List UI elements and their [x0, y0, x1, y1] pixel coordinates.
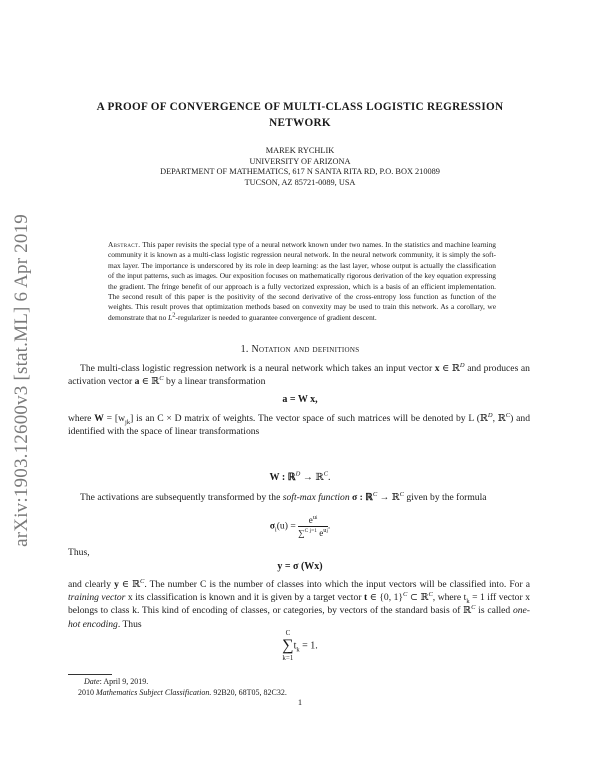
- p1-text-c: by a linear transformation: [163, 376, 266, 388]
- title-line-2: NETWORK: [269, 117, 331, 129]
- p4-text-f: ⊂ ℝ: [407, 592, 429, 604]
- p4-y: y: [114, 579, 119, 590]
- p4-text-d: x its classification is known and it is given by a target vector: [125, 592, 364, 604]
- p2-text-a: where: [68, 413, 95, 424]
- p3-sup-c2: C: [399, 490, 404, 498]
- eq5-rhs: = 1.: [299, 640, 318, 652]
- equation-2: [60, 472, 540, 483]
- p1-sup-c: C: [159, 375, 164, 383]
- eq5-sum-sigma: ∑: [282, 637, 294, 654]
- p2-sup-d: D: [487, 411, 493, 419]
- abstract-text-1: This paper revisits the special type of a neural network known under two names. In the statistics and machine learning community it is known as a multi-class logistic regression neural network. In the neural network community, it is simply the soft-max layer. The importance is underscored by its role in deep learning: as the last layer, whose output is actually the classification of the input patterns, such as images. Our exposition focuses on mathematically rigorous derivation of the key equation expressing the gradient. The fringe benefit of our approach is a fully vectorized expression, which is a basis of an efficient implementation. The second result of this paper is the positivity of the second derivative of the cross-entropy loss function as function of the weights. This result proves that optimization methods based on convexity may be used to train this network. As a corollary, we demonstrate that no: [108, 240, 496, 322]
- p1-sup-d: D: [459, 361, 465, 369]
- eq3-arg: (u) =: [276, 520, 296, 532]
- eq3-den-sum: ∑: [298, 528, 305, 538]
- author-block: [60, 146, 540, 188]
- p4-sup-c: C: [140, 577, 145, 585]
- author-name: MAREK RYCHLIK: [265, 146, 335, 155]
- p4-text-e: ∈ {0, 1}: [367, 592, 404, 604]
- p4-text-b: ∈ ℝ: [118, 579, 141, 590]
- eq3-den-lims: C j=1: [304, 528, 317, 534]
- eq3-sub-i: i: [274, 526, 277, 534]
- title-line-1: A PROOF OF CONVERGENCE OF MULTI-CLASS LOGISTIC REGRESSION: [96, 101, 504, 113]
- p4-onehot: one-hot encoding: [68, 605, 530, 630]
- p4-sup-c2: C: [403, 591, 408, 599]
- p2-sub-jk: jk: [125, 418, 131, 426]
- p2-sup-c: C: [505, 411, 511, 419]
- eq2-sup-d: D: [295, 470, 301, 478]
- page-number: 1: [297, 697, 303, 707]
- abstract-l2: L: [168, 312, 173, 322]
- p4-sup-c3: C: [428, 591, 433, 599]
- p3-text-d: given by the formula: [403, 492, 487, 503]
- eq3-numerator: [298, 515, 328, 527]
- eq3-den-j: j: [326, 529, 328, 534]
- eq3-num-u: u: [312, 514, 316, 521]
- arxiv-identifier: arXiv:1903.12600v3 [stat.ML] 6 Apr 2019: [11, 213, 32, 547]
- p1-in-rd: ∈ ℝ: [439, 363, 460, 374]
- p4-text-i: is called: [475, 605, 513, 617]
- thus-text: Thus,: [68, 547, 90, 558]
- paragraph-2: [68, 412, 530, 438]
- footnote-rule: [68, 674, 112, 675]
- eq3-num-e: e: [308, 515, 313, 525]
- equation-3: [60, 515, 540, 538]
- eq2-sup-c: C: [323, 470, 328, 478]
- arxiv-sidebar: [2, 160, 42, 600]
- msc-label: Mathematics Subject Classification.: [96, 688, 212, 697]
- paragraph-3: [68, 491, 530, 504]
- p1-x: x: [434, 363, 440, 374]
- paper-title: [60, 99, 540, 131]
- eq5-summation: [282, 629, 293, 663]
- p4-sub-k: k: [466, 598, 470, 606]
- abstract-text-2: -regularizer is needed to guarantee convergence of gradient descent.: [175, 312, 377, 322]
- p2-text-e: ) and identified with the space of linear transformations: [68, 413, 530, 438]
- eq3-end: .: [327, 520, 331, 532]
- msc-year: 2010: [78, 688, 96, 697]
- equation-1: a = W x,: [282, 394, 318, 405]
- author-affiliation-2: DEPARTMENT OF MATHEMATICS, 617 N SANTA RITA RD, P.O. BOX 210089: [160, 167, 440, 177]
- equation-5: [60, 629, 540, 663]
- eq3-num-i: i: [315, 516, 318, 521]
- eq3-num-sup: [313, 514, 318, 521]
- eq3-fraction: [298, 514, 331, 538]
- eq5-sum-bottom: k=1: [282, 654, 294, 662]
- author-affiliation-1: UNIVERSITY OF ARIZONA: [249, 156, 351, 166]
- p4-training: training vector: [68, 592, 126, 604]
- p2-w: W: [94, 413, 104, 424]
- p3-text-a: The activations are subsequently transformed by the: [80, 492, 283, 503]
- eq2-lhs: W : ℝ: [269, 472, 296, 483]
- p1-text-a: The multi-class logistic regression network is a neural network which takes an input vector: [80, 363, 435, 374]
- p4-text-j: . Thus: [117, 618, 142, 630]
- date-label: Date: [84, 677, 100, 686]
- section-heading: 1. Notation and definitions: [240, 344, 360, 355]
- equation-4: y = σ (Wx): [277, 561, 323, 572]
- paragraph-4: [68, 578, 530, 631]
- p2-text-d: , ℝ: [492, 413, 506, 424]
- p2-text-b: = [w: [103, 413, 126, 424]
- p3-softmax: soft-max function: [282, 492, 350, 503]
- abstract: [108, 240, 496, 323]
- p3-text-c: → ℝ: [377, 492, 400, 503]
- eq3-den-u: u: [323, 527, 327, 534]
- p4-text-g: , where t: [432, 592, 467, 604]
- abstract-label: Abstract.: [108, 240, 141, 249]
- p3-sup-c: C: [372, 490, 378, 498]
- eq3-denominator: [298, 527, 328, 538]
- author-affiliation-3: TUCSON, AZ 85721-0089, USA: [244, 177, 356, 187]
- eq5-sub-k: k: [296, 646, 300, 654]
- p2-text-c: ] is an C × D matrix of weights. The vector space of such matrices will be denoted by L (ℝ: [130, 413, 488, 424]
- p4-sup-c4: C: [471, 604, 476, 612]
- p4-t: t: [363, 592, 368, 604]
- eq3-sigma: σ: [269, 520, 275, 532]
- eq5-t: t: [293, 640, 297, 652]
- footnote-date: [84, 676, 148, 687]
- eq2-end: .: [327, 472, 331, 483]
- p4-text-c: . The number C is the number of classes into which the input vectors will be classified into. For a: [144, 579, 530, 590]
- p1-in-rc: ∈ ℝ: [139, 376, 160, 388]
- p4-text-a: and clearly: [68, 579, 115, 590]
- p1-text-b: and produces an activation vector: [68, 363, 530, 388]
- p1-a: a: [134, 376, 140, 388]
- paragraph-1: [68, 362, 530, 388]
- eq5-sum-top: C: [285, 629, 291, 637]
- p4-text-h: = 1 iff vector x belongs to class k. This kind of encoding of classes, or categories, by vectors of the standard basis of ℝ: [68, 592, 530, 617]
- msc-value: 92B20, 68T05, 82C32.: [211, 688, 287, 697]
- date-value: : April 9, 2019.: [99, 677, 149, 686]
- abstract-l2-sup: 2: [172, 311, 176, 319]
- eq2-arrow: → ℝ: [300, 472, 324, 483]
- eq3-den-e: e: [319, 528, 324, 538]
- p3-text-b: σ : ℝ: [349, 492, 373, 503]
